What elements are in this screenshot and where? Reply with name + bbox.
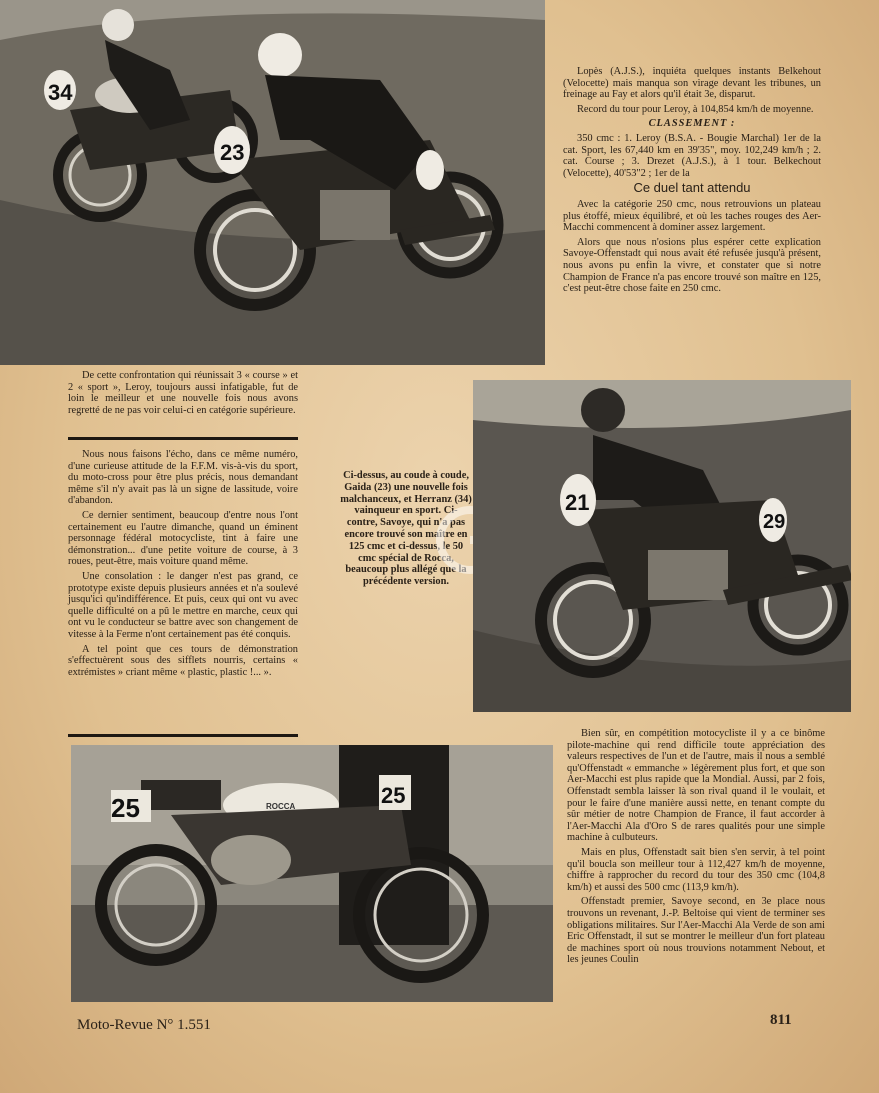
- photo-savoye-illustration: [473, 380, 851, 712]
- section-heading: Ce duel tant attendu: [633, 180, 751, 196]
- paragraph: Bien sûr, en compétition motocycliste il y a ce binôme pilote-machine qui rend difficile toute appréciation des valeurs respectives de l'un et de l'autre, mais il nous a semblé qu'Offenstadt « emmanche » légèrement plus fort, et que son Aer-Macchi est plus rapide que la Mondial. Aussi, par 2 fois, Offenstadt sembla laisser là son rival quand il le voulait, et pour le faire d'une manière aussi nette, en tenant compte du sûr métier de notre Champion de France, il faut accorder à l'Aer-Macchi Ala d'Oro S de rares qualités pour une simple machine à culbuteurs.: [567, 728, 825, 844]
- photo-race-top-illustration: [0, 0, 545, 365]
- number-plate-25-front: 25: [111, 793, 140, 823]
- photo-savoye: [473, 380, 851, 712]
- publication-footer: Moto-Revue N° 1.551: [77, 1017, 211, 1033]
- paragraph: De cette confrontation qui réunissait 3 « course » et 2 « sport », Leroy, toujours aussi infatigable, fut de loin le meilleur et une nouvelle fois nous avons regretté de ne pas voir celui-ci en catégorie supérieure.: [68, 370, 298, 416]
- divider-rule: [68, 437, 298, 440]
- paragraph: Ce dernier sentiment, beaucoup d'entre nous l'ont certainement eu l'autre dimanche, quand un éminent personnage fédéral motocycliste, tint à faire une démonstration... d'une petite voiture de course, à 3 roues, peut-être, mais voiture quand même.: [68, 509, 298, 568]
- number-plate-29: 29: [763, 511, 786, 533]
- paragraph: Alors que nous n'osions plus espérer cette explication Savoye-Offenstadt qui nous avait été refusée jusqu'à présent, nous avons pu enfin la vivre, et constater que si notre Champion de France n'a pas encore trouvé son maître en 125, c'est peut-être chose faite en 250 cmc.: [563, 236, 821, 295]
- number-plate-23: 23: [220, 140, 245, 165]
- paragraph: A tel point que ces tours de démonstration s'effectuèrent sous des sifflets nourris, certains « extrémistes » criant même « plastic, plastic !... ».: [68, 643, 298, 678]
- paragraph: Offenstadt premier, Savoye second, en 3e place nous trouvons un revenant, J.-P. Beltoise qui vient de terminer ses obligations militaires. Sur l'Aer-Macchi Ala Verde de son ami Eric Offenstadt, il sut se montrer le meilleur d'un fort plateau de machines sport où nous trouvions notamment Nebout, et les jeunes Coulin: [567, 896, 825, 966]
- text-column-left-mid: [68, 370, 298, 419]
- paragraph: Avec la catégorie 250 cmc, nous retrouvions un plateau plus étoffé, mieux équilibré, et où les taches rouges des Aer-Macchi commencent à dominer assez largement.: [563, 198, 821, 234]
- number-plate-34: 34: [48, 80, 73, 105]
- text-column-right-top: [563, 66, 821, 298]
- photo-rocca-illustration: [71, 745, 553, 1002]
- paragraph: Une consolation : le danger n'est pas grand, ce prototype existe depuis plusieurs années et n'a soulevé jusqu'ici qu'indifférence. Et puis, ceux qui ont vu avec quelle difficulté on a pû le mettre en marche, ceux qui ont vu le conducteur se battre avec son changement de vitesse à la Ferme n'ont certainement pas été conquis.: [68, 570, 298, 640]
- paragraph: 350 cmc : 1. Leroy (B.S.A. - Bougie Marchal) 1er de la cat. Sport, les 67,440 km en 39'35", moy. 102,249 km/h ; 2. cat. Course ; 3. Drezet (A.J.S.), à 1 tour. Belkechout (Velocette), 40'53"2 ; 1er de la: [563, 132, 821, 179]
- number-plate-25-rear: 25: [381, 783, 406, 808]
- text-column-left-lower: [68, 449, 298, 681]
- photo-caption: Ci-dessus, au coude à coude, Gaida (23) une nouvelle fois malchanceux, et Herranz (34) vainqueur en sport. Ci-contre, Savoye, qui n'a pas encore trouvé son maître en 125 cmc et ci-dessus, le 50 cmc spécial de Rocca, beaucoup plus allégé que la précédente version.: [340, 470, 472, 588]
- paragraph: Lopès (A.J.S.), inquiéta quelques instants Belkehout (Velocette) mais manqua son virage devant les tribunes, un freinage au Fay et alors qu'il était 3e, disparut.: [563, 66, 821, 101]
- classement-title: CLASSEMENT :: [648, 118, 736, 130]
- paragraph: Record du tour pour Leroy, à 104,854 km/h de moyenne.: [577, 103, 814, 115]
- paragraph: Nous nous faisons l'écho, dans ce même numéro, d'une curieuse attitude de la F.F.M. vis-à-vis du sport, du moto-cross pour être plus précis, nous demandant même s'il n'y avait pas là un signe de lassitude, voire d'abandon.: [68, 449, 298, 507]
- text-column-right-bottom: [567, 728, 825, 969]
- photo-rocca-50cc: [71, 745, 553, 1002]
- photo-race-top: [0, 0, 545, 365]
- number-plate-21: 21: [565, 490, 590, 515]
- page-number: 811: [770, 1012, 792, 1028]
- tank-logo-rocca: ROCCA: [266, 802, 296, 811]
- paragraph: Mais en plus, Offenstadt sait bien s'en servir, à tel point qu'il boucla son meilleur tour à 112,427 km/h de moyenne, chiffre à rapprocher du record du tour des 350 cmc (104,8 km/h) et aussi des 500 cmc (113,9 km/h).: [567, 846, 825, 893]
- divider-rule: [68, 734, 298, 737]
